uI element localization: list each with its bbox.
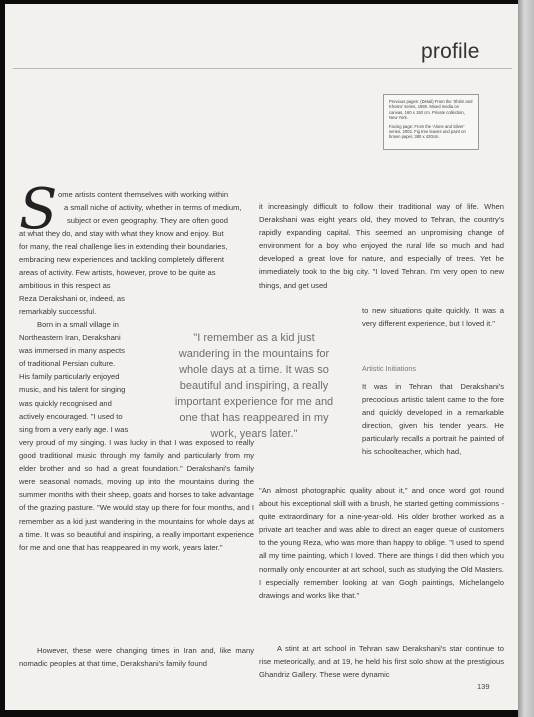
right-col-top: it increasingly difficult to follow their traditional way of life. When Derakshani was eight years old, they moved to Tehran, the country's rapidly expanding capital. This seemed an unpromising change of environment for a boy who enjoyed the rural life so much and had developed a great love for nature, and especially of trees. Yet he immediately took to the big city. "I loved Tehran. I'm very open to new things, and get used	[259, 202, 504, 290]
caption-box	[383, 94, 479, 150]
header-rule	[13, 68, 512, 69]
pull-quote: "I remember as a kid just wandering in the mountains for whole days at a time. It was so beautiful and inspiring, a really important experience for me and one that has reappeared in my work, years later."	[174, 332, 334, 440]
intro-line-1: ome artists content themselves with working within	[58, 190, 229, 199]
intro-line-2: a small niche of activity, whether in terms of medium,	[64, 203, 242, 212]
paragraph-2-continued: very proud of my singing. I was lucky in that I was exposed to really good traditional music through my family and particularly from my elder brother and so had a great foundation." Derakshani's family were seasonal nomads, moving up into the mountains during the summer months with their sheep, goats and horses to take advantage of the grazing pasture. "We would stay up there for four months, and I remember as a kid just wandering in the mountains for whole days at a time. It was so beautiful and inspiring, a really important experience for me and one that has reappeared in my work, years later."	[19, 438, 254, 552]
right-col-narrow-2: It was in Tehran that Derakshani's precocious artistic talent came to the fore and quickly developed in a remarkable direction, given his tender years. He particularly recalls a portrait he painted of his schoolteacher, which had,	[362, 382, 504, 457]
page-number: 139	[477, 682, 490, 691]
caption-previous: Previous pages: (Detail) From the 'Shirin and Khosro' series, 1990. Mixed media on canvas, 160 x 150 cm. Private collection, New York.	[389, 99, 473, 121]
caption-facing: Facing page: From the 'Alone and Silver' series, 2002. Fig tree leaves and paint on brown paper, 380 x 420cm.	[389, 123, 466, 140]
subhead-artistic-initiations: Artistic Initiations	[362, 364, 416, 373]
paragraph-2-narrow: Born in a small village in Northeastern Iran, Derakshani was immersed in many aspects of traditional Persian culture. His family particularly enjoyed music, and his talent for singing was quickly recognised and actively encouraged. "I used to sing from a very early age. I was	[19, 320, 129, 434]
section-header: profile	[421, 40, 480, 63]
drop-cap: S	[19, 177, 58, 242]
intro-line-3: subject or even geography. They are often good	[67, 216, 228, 225]
intro-lines-rest: at what they do, and stay with what they know and enjoy. But for many, the real challenge lies in extending their boundaries, embracing new experiences and tackling completely different areas of activity. Few artists, however, prove to be quite as	[19, 229, 228, 278]
paragraph-3: However, these were changing times in Iran and, like many nomadic peoples at that time, Derakshani's family found	[19, 646, 254, 669]
page-edge-shadow	[518, 0, 534, 717]
intro-narrow: ambitious in this respect as Reza Derakshani or, indeed, as remarkably successful.	[19, 281, 125, 317]
right-col-bottom: "An almost photographic quality about it," and once word got round about his exceptional skill with a brush, he started getting commissions - quite extraordinary for a nine-year-old. His older brother worked as a private art teacher and was able to direct an eager queue of customers to the young Reza, who was more than happy to oblige. "I used to spend all my time painting, which I loved. There are things I did then which you normally only encounter at art school, such as studying the Old Masters. I especially remember looking at van Gogh paintings, Michelangelo drawings and works like that."	[259, 486, 504, 600]
right-col-last: A stint at art school in Tehran saw Derakshani's star continue to rise meteorically, and at 19, he held his first solo show at the prestigious Ghandriz Gallery. These were dynamic	[259, 644, 504, 680]
right-col-narrow-1: to new situations quite quickly. It was a very different experience, but I loved it."	[362, 306, 504, 329]
magazine-page	[5, 4, 520, 710]
